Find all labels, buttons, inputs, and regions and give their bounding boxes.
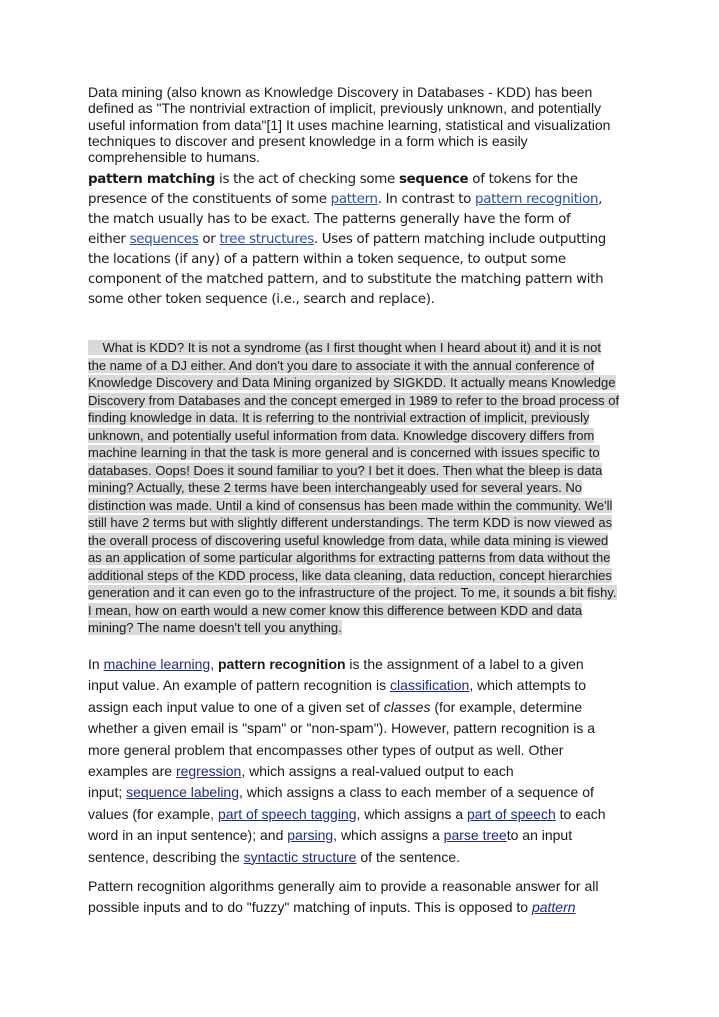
highlighted-text: mining? The name doesn't tell you anything. [88, 620, 342, 635]
text-run: or [198, 232, 220, 247]
text-run: to each [555, 805, 606, 822]
text-run: is the act of checking some [215, 172, 399, 187]
text-line [88, 374, 634, 392]
text-line [88, 339, 634, 357]
text-line: the locations (if any) of a pattern within a token sequence, to output some [88, 252, 566, 267]
highlighted-text: What is KDD? It is not a syndrome (as I first thought when I heard about it) and it is not [88, 340, 602, 355]
term-sequence: sequence [398, 172, 469, 187]
link-pattern-recognition[interactable]: pattern recognition [475, 192, 599, 207]
text-line: some other token sequence (i.e., search and replace). [88, 292, 435, 307]
link-machine-learning[interactable]: machine learning [103, 656, 211, 672]
pattern-recognition-algorithms-paragraph [88, 876, 648, 919]
text-line [88, 825, 648, 846]
text-run: to an input [506, 827, 573, 844]
link-classification[interactable]: classification [389, 677, 470, 694]
link-part-of-speech[interactable]: part of speech [467, 805, 556, 822]
text-run: In [88, 656, 104, 672]
text-line [88, 549, 634, 567]
text-line [88, 761, 648, 782]
text-run: is the assignment of a label to a given [345, 656, 584, 672]
link-pattern-italic[interactable] [532, 899, 576, 915]
text-line [88, 497, 634, 515]
text-run: sentence, describing the [88, 848, 244, 865]
text-line: component of the matched pattern, and to substitute the matching pattern with [88, 272, 604, 287]
link-syntactic-structure[interactable]: syntactic structure [243, 848, 357, 865]
text-line: the match usually has to be exact. The patterns generally have the form of [88, 212, 571, 227]
text-run: , which assigns a class to each member of a sequence of [239, 784, 594, 801]
highlighted-text: databases. Oops! Does it sound familiar to you? I bet it does. Then what the bleep is data [88, 462, 603, 478]
highlighted-text: generation and it can even go to the infrastructure of the project. To me, it sounds a bit fishy. [88, 585, 617, 600]
text-line [88, 675, 648, 696]
text-run: (for example, determine [430, 698, 583, 715]
text-line: useful information from data"[1] It uses machine learning, statistical and visualization [88, 116, 611, 133]
pattern-recognition-paragraph [88, 654, 648, 868]
text-line [88, 462, 634, 480]
highlighted-text: I mean, how on earth would a new comer know this difference between KDD and data [88, 602, 583, 618]
highlighted-text: finding knowledge in data. It is referring to the nontrivial extraction of implicit, previously [88, 410, 590, 425]
kdd-definition-paragraph [88, 84, 648, 165]
text-run: , [598, 192, 603, 207]
text-run: input; [88, 784, 127, 801]
highlighted-text: still have 2 terms but with slightly different understandings. The term KDD is now viewed as [88, 515, 613, 530]
text-line [88, 190, 648, 210]
highlighted-text: distinction was made. Until a kind of consensus has been made within the community. We'll [88, 497, 613, 513]
text-line [88, 602, 634, 620]
pattern-matching-paragraph [88, 170, 648, 310]
text-run: , which attempts to [469, 677, 587, 694]
highlighted-text: mining? Actually, these 2 terms have been interchangeably used for several years. No [88, 480, 583, 495]
text-line [88, 514, 634, 532]
kdd-blog-excerpt [88, 339, 634, 637]
text-run: of the sentence. [356, 848, 461, 865]
text-line: techniques to discover and present knowledge in a form which is easily [88, 132, 528, 149]
text-run: possible inputs and to do "fuzzy" matching of inputs. This is opposed to [88, 899, 532, 916]
link-regression[interactable]: regression [175, 763, 242, 780]
link-sequences[interactable]: sequences [129, 232, 199, 247]
text-run: , which assigns a [333, 827, 444, 844]
text-line [88, 409, 634, 427]
text-line [88, 584, 634, 602]
text-line: Pattern recognition algorithms generally aim to provide a reasonable answer for all [88, 878, 599, 894]
highlighted-text: Discovery from Databases and the concept emerged in 1989 to refer to the broad process of [88, 392, 620, 408]
text-run: , which assigns a real-valued output to each [241, 763, 514, 780]
text-run: , which assigns a [356, 805, 467, 822]
link-pattern[interactable]: pattern [330, 192, 378, 207]
link-part-of-speech-tagging[interactable]: part of speech tagging [217, 805, 357, 822]
text-line [88, 897, 648, 918]
text-run: of tokens for the [468, 172, 578, 187]
text-line [88, 170, 648, 190]
highlighted-text: Knowledge Discovery and Data Mining organized by SIGKDD. It actually means Knowledge [88, 375, 616, 390]
text-line: comprehensible to humans. [88, 149, 260, 166]
text-run: input value. An example of pattern recognition is [88, 677, 390, 694]
text-line [88, 479, 634, 497]
highlighted-text: the overall process of discovering useful knowledge from data, while data mining is viewed [88, 532, 609, 548]
link-text: pattern [531, 899, 576, 916]
link-parse-tree[interactable]: parse tree [443, 827, 507, 844]
term-classes: classes [383, 698, 431, 715]
highlighted-text: machine learning in that the task is more general and is concerned with issues specific to [88, 445, 600, 460]
text-line [88, 804, 648, 825]
highlighted-text: as an application of some particular algorithms for extracting patterns from data without the [88, 550, 611, 565]
text-line [88, 444, 634, 462]
text-run: either [88, 232, 130, 247]
highlighted-text: unknown, and potentially useful information from data. Knowledge discovery differs from [88, 427, 595, 443]
text-run: assign each input value to one of a given set of [88, 698, 384, 715]
highlighted-text: additional steps of the KDD process, like data cleaning, data reduction, concept hierarchies [88, 567, 612, 583]
text-line [88, 357, 634, 375]
text-line [88, 847, 648, 868]
text-line [88, 532, 634, 550]
text-run: . In contrast to [377, 192, 476, 207]
text-line [88, 567, 634, 585]
text-run: examples are [88, 763, 176, 780]
text-run: , [210, 656, 218, 672]
term-pattern-matching: pattern matching [88, 172, 216, 187]
text-run: . Uses of pattern matching include outputting [313, 232, 606, 247]
text-line [88, 427, 634, 445]
text-run: presence of the constituents of some [88, 192, 331, 207]
text-line [88, 392, 634, 410]
text-line [88, 654, 648, 675]
text-line: Data mining (also known as Knowledge Discovery in Databases - KDD) has been [88, 84, 593, 100]
text-line [88, 230, 648, 250]
text-line: more general problem that encompasses other types of output as well. Other [88, 741, 564, 758]
link-sequence-labeling[interactable]: sequence labeling [126, 784, 240, 801]
text-line: defined as "The nontrivial extraction of implicit, previously unknown, and potentially [88, 100, 602, 117]
highlighted-text: the name of a DJ either. And don't you dare to associate it with the annual conference of [88, 357, 595, 373]
link-tree-structures[interactable]: tree structures [219, 232, 314, 247]
term-pattern-recognition: pattern recognition [217, 656, 346, 672]
text-line [88, 782, 648, 803]
text-run: values (for example, [88, 805, 218, 822]
text-line [88, 619, 634, 637]
text-run: word in an input sentence); and [88, 827, 288, 844]
link-parsing[interactable]: parsing [287, 827, 334, 844]
text-line [88, 697, 648, 718]
text-line: whether a given email is "spam" or "non-spam"). However, pattern recognition is a [88, 720, 596, 737]
